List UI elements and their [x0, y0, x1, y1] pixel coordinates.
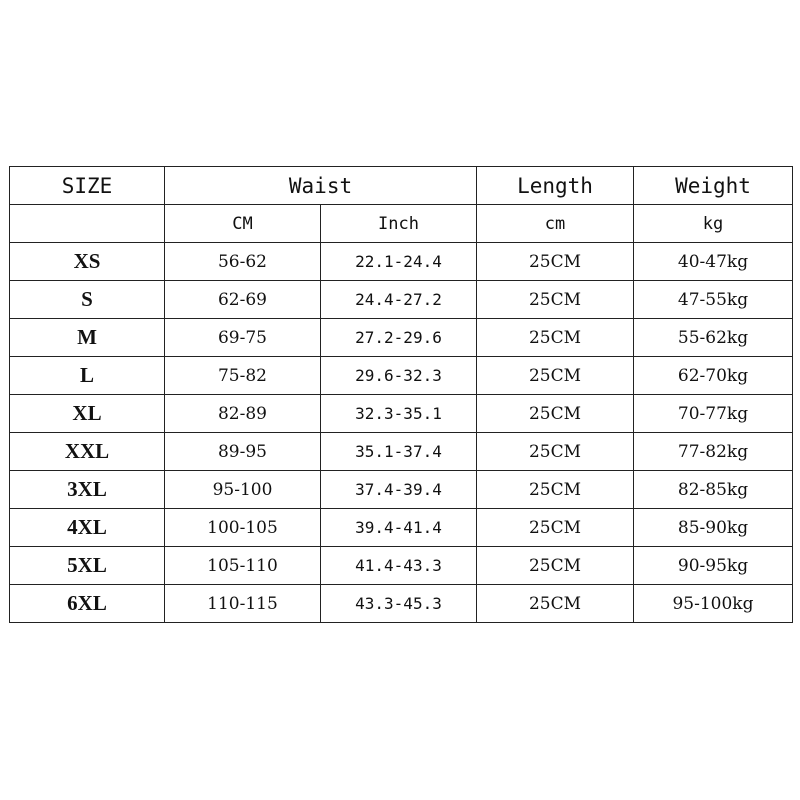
cell-waist-inch: 37.4-39.4: [321, 471, 477, 509]
cell-weight: 85-90kg: [634, 509, 793, 547]
size-chart-table: [9, 166, 793, 623]
table-row: [10, 319, 793, 357]
header-weight: Weight: [634, 167, 793, 205]
table-row: [10, 395, 793, 433]
cell-length: 25CM: [477, 395, 634, 433]
cell-length: 25CM: [477, 433, 634, 471]
header-length: Length: [477, 167, 634, 205]
table-row: [10, 547, 793, 585]
unit-waist-inch: Inch: [321, 205, 477, 243]
cell-waist-inch: 41.4-43.3: [321, 547, 477, 585]
cell-length: 25CM: [477, 281, 634, 319]
cell-waist-cm: 69-75: [165, 319, 321, 357]
table-row: [10, 471, 793, 509]
cell-length: 25CM: [477, 319, 634, 357]
cell-size: L: [10, 357, 165, 395]
cell-waist-inch: 24.4-27.2: [321, 281, 477, 319]
table-row: [10, 433, 793, 471]
cell-size: 6XL: [10, 585, 165, 623]
cell-waist-inch: 39.4-41.4: [321, 509, 477, 547]
header-row: [10, 167, 793, 205]
cell-length: 25CM: [477, 243, 634, 281]
cell-length: 25CM: [477, 509, 634, 547]
cell-waist-cm: 105-110: [165, 547, 321, 585]
cell-waist-inch: 27.2-29.6: [321, 319, 477, 357]
cell-weight: 70-77kg: [634, 395, 793, 433]
table-row: [10, 357, 793, 395]
unit-size: [10, 205, 165, 243]
table-row: [10, 509, 793, 547]
cell-size: 5XL: [10, 547, 165, 585]
units-row: [10, 205, 793, 243]
table-row: [10, 243, 793, 281]
cell-size: XXL: [10, 433, 165, 471]
cell-size: XL: [10, 395, 165, 433]
header-waist: Waist: [165, 167, 477, 205]
cell-waist-cm: 95-100: [165, 471, 321, 509]
cell-length: 25CM: [477, 471, 634, 509]
cell-length: 25CM: [477, 547, 634, 585]
cell-waist-cm: 82-89: [165, 395, 321, 433]
cell-waist-inch: 22.1-24.4: [321, 243, 477, 281]
cell-size: S: [10, 281, 165, 319]
table-row: [10, 281, 793, 319]
cell-length: 25CM: [477, 585, 634, 623]
cell-waist-cm: 110-115: [165, 585, 321, 623]
cell-size: XS: [10, 243, 165, 281]
unit-waist-cm: CM: [165, 205, 321, 243]
cell-weight: 62-70kg: [634, 357, 793, 395]
cell-weight: 95-100kg: [634, 585, 793, 623]
table-row: [10, 585, 793, 623]
unit-weight: kg: [634, 205, 793, 243]
unit-length: cm: [477, 205, 634, 243]
cell-waist-cm: 62-69: [165, 281, 321, 319]
cell-waist-cm: 89-95: [165, 433, 321, 471]
cell-weight: 82-85kg: [634, 471, 793, 509]
cell-weight: 47-55kg: [634, 281, 793, 319]
cell-waist-inch: 29.6-32.3: [321, 357, 477, 395]
cell-waist-cm: 56-62: [165, 243, 321, 281]
cell-waist-cm: 75-82: [165, 357, 321, 395]
cell-size: M: [10, 319, 165, 357]
cell-waist-inch: 35.1-37.4: [321, 433, 477, 471]
cell-size: 4XL: [10, 509, 165, 547]
header-size: SIZE: [10, 167, 165, 205]
cell-size: 3XL: [10, 471, 165, 509]
cell-weight: 77-82kg: [634, 433, 793, 471]
cell-length: 25CM: [477, 357, 634, 395]
cell-waist-cm: 100-105: [165, 509, 321, 547]
cell-waist-inch: 32.3-35.1: [321, 395, 477, 433]
cell-waist-inch: 43.3-45.3: [321, 585, 477, 623]
cell-weight: 40-47kg: [634, 243, 793, 281]
cell-weight: 90-95kg: [634, 547, 793, 585]
cell-weight: 55-62kg: [634, 319, 793, 357]
